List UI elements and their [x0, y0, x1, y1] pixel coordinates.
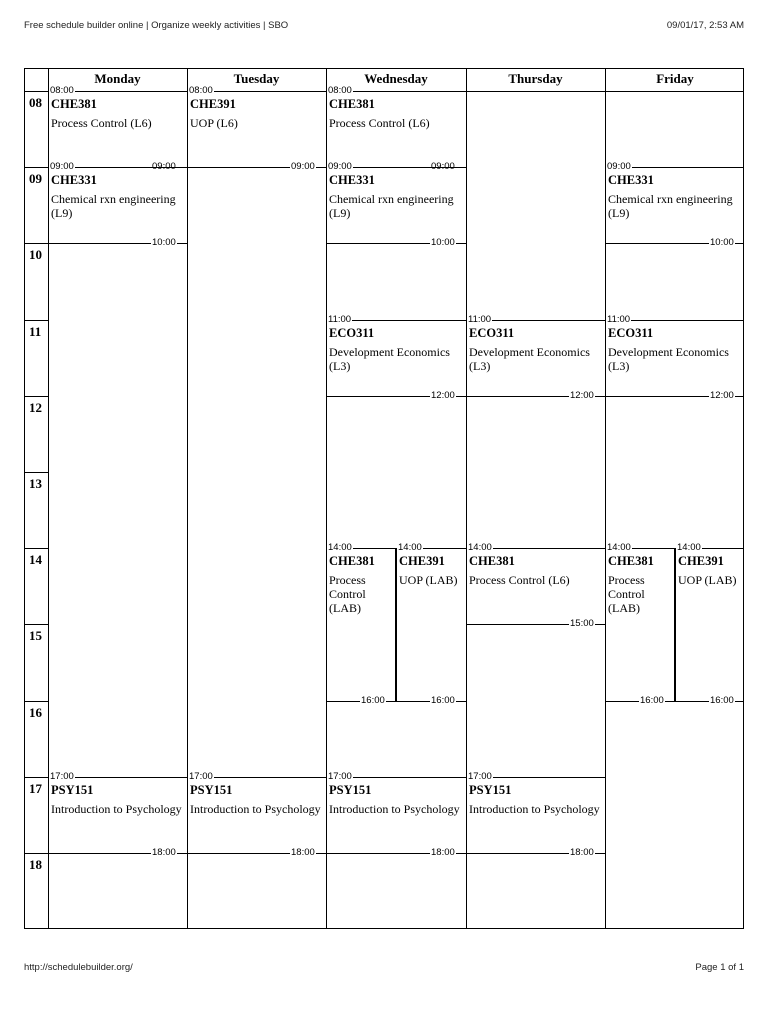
event-block[interactable]	[329, 783, 465, 851]
event-block[interactable]	[469, 326, 604, 394]
event-end-time: 12:00	[710, 389, 734, 401]
event-block[interactable]	[51, 97, 186, 165]
event-code: PSY151	[190, 782, 233, 797]
event-block[interactable]	[329, 326, 465, 394]
column-divider	[326, 69, 327, 928]
event-code: CHE391	[399, 554, 445, 569]
event-code: CHE381	[51, 97, 97, 111]
event-title: Development Economics (L3)	[608, 344, 729, 373]
event-title: Chemical rxn engineering (L9)	[608, 192, 733, 221]
hour-cell	[25, 396, 48, 473]
hour-label: 11	[29, 323, 42, 339]
event-end-time: 12:00	[431, 389, 455, 401]
event-code: PSY151	[329, 782, 372, 797]
event-block[interactable]	[608, 554, 674, 698]
split-divider	[674, 548, 676, 700]
hour-label: 08	[29, 95, 42, 110]
print-header-datetime: 09/01/17, 2:53 AM	[666, 20, 744, 31]
event-block[interactable]	[190, 783, 325, 851]
event-code: CHE381	[329, 97, 375, 111]
event-code: ECO311	[608, 325, 654, 340]
column-divider	[605, 69, 606, 928]
event-title: UOP (LAB)	[399, 573, 458, 588]
event-title: UOP (L6)	[190, 116, 238, 130]
hour-cell	[25, 624, 48, 701]
print-footer-page: Page 1 of 1	[695, 962, 744, 973]
event-title: Chemical rxn engineering (L9)	[329, 192, 454, 221]
corner-header	[25, 69, 48, 92]
event-title: Process Control (L6)	[51, 116, 152, 130]
hour-label: 16	[29, 704, 42, 720]
event-end-time: 16:00	[640, 694, 664, 706]
event-code: PSY151	[469, 782, 512, 797]
event-code: CHE381	[329, 554, 375, 569]
event-title: Process Control (L6)	[469, 573, 570, 588]
event-start-time: 14:00	[607, 542, 631, 554]
event-title: Chemical rxn engineering (L9)	[51, 192, 176, 221]
day-header-wednesday: Wednesday	[326, 69, 466, 92]
event-end-time: 10:00	[152, 237, 176, 249]
event-code: CHE331	[51, 173, 97, 188]
event-block[interactable]	[329, 173, 465, 241]
schedule-grid	[24, 68, 744, 929]
event-end-time: 12:00	[570, 389, 594, 401]
event-start-time: 11:00	[607, 313, 631, 325]
event-end-time: 10:00	[710, 237, 734, 249]
event-code: ECO311	[329, 325, 375, 340]
print-footer-url: http://schedulebuilder.org/	[24, 962, 133, 973]
event-block[interactable]	[51, 173, 186, 241]
event-start-time: 09:00	[328, 161, 352, 173]
event-code: PSY151	[51, 782, 94, 797]
day-header-monday: Monday	[48, 69, 187, 92]
event-code: CHE391	[190, 97, 236, 111]
event-start-time: 09:00	[50, 161, 74, 173]
day-header-thursday: Thursday	[466, 69, 605, 92]
hour-label: 09	[29, 171, 42, 187]
hour-cell	[25, 243, 48, 320]
event-end-time: 16:00	[710, 694, 734, 706]
event-start-time: 09:00	[607, 161, 631, 173]
event-end-time: 18:00	[152, 847, 176, 858]
event-start-time: 08:00	[189, 85, 213, 96]
event-start-time: 14:00	[677, 542, 701, 554]
event-end-time: 09:00	[291, 161, 315, 173]
event-code: CHE331	[329, 173, 375, 188]
event-title: UOP (LAB)	[678, 573, 737, 588]
hour-label: 17	[29, 780, 42, 796]
column-divider	[466, 69, 467, 928]
event-end-time: 18:00	[570, 847, 594, 858]
event-block[interactable]	[51, 783, 186, 851]
hour-cell	[25, 701, 48, 778]
event-block[interactable]	[399, 554, 465, 698]
event-title: Introduction to Psychology	[51, 801, 182, 816]
event-title: Process Control (L6)	[329, 116, 430, 130]
event-end-time: 10:00	[431, 237, 455, 249]
hour-cell	[25, 167, 48, 244]
event-block[interactable]	[678, 554, 744, 698]
event-code: CHE381	[469, 554, 515, 569]
event-end-time: 18:00	[431, 847, 455, 858]
hour-cell	[25, 853, 48, 929]
event-block[interactable]	[469, 554, 604, 622]
event-start-time: 17:00	[189, 770, 213, 782]
event-start-time: 17:00	[50, 770, 74, 782]
event-block[interactable]	[608, 173, 744, 241]
event-end-time: 16:00	[431, 694, 455, 706]
event-block[interactable]	[329, 97, 465, 165]
hour-cell	[25, 472, 48, 549]
event-start-time: 14:00	[398, 542, 422, 554]
event-start-time: 11:00	[468, 313, 492, 325]
event-start-time: 08:00	[328, 85, 352, 96]
event-block[interactable]	[190, 97, 325, 165]
event-title: Development Economics (L3)	[469, 344, 590, 373]
event-code: CHE391	[678, 554, 724, 569]
event-end-time: 16:00	[361, 694, 385, 706]
event-start-time: 08:00	[50, 85, 74, 96]
hour-label: 13	[29, 476, 42, 491]
event-start-time: 14:00	[328, 542, 352, 554]
event-code: ECO311	[469, 325, 515, 340]
hour-label: 14	[29, 552, 42, 568]
hour-cell	[25, 777, 48, 854]
event-title: Introduction to Psychology	[329, 801, 460, 816]
column-divider	[48, 69, 49, 928]
hour-label: 12	[29, 399, 42, 415]
day-header-friday: Friday	[605, 69, 744, 92]
event-block[interactable]	[608, 326, 744, 394]
hour-cell	[25, 320, 48, 397]
column-divider	[187, 69, 188, 928]
event-start-time: 11:00	[328, 313, 352, 325]
event-title: Development Economics (L3)	[329, 344, 450, 373]
event-title: Process Control (LAB)	[608, 573, 645, 616]
event-block[interactable]	[329, 554, 395, 698]
hour-cell	[25, 548, 48, 625]
event-block[interactable]	[469, 783, 604, 851]
hour-label: 18	[29, 857, 42, 872]
event-title: Process Control (LAB)	[329, 573, 366, 616]
event-start-time: 17:00	[468, 770, 492, 782]
event-start-time: 14:00	[468, 542, 492, 554]
split-divider	[395, 548, 397, 700]
hour-label: 10	[29, 247, 42, 263]
hour-cell	[25, 91, 48, 168]
print-header-title: Free schedule builder online | Organize weekly activities | SBO	[24, 20, 289, 31]
event-code: CHE381	[608, 554, 654, 569]
hour-label: 15	[29, 628, 42, 644]
event-end-time: 15:00	[570, 618, 594, 630]
event-code: CHE331	[608, 173, 654, 188]
day-header-tuesday: Tuesday	[187, 69, 326, 92]
event-end-time: 18:00	[291, 847, 315, 858]
event-title: Introduction to Psychology	[469, 801, 600, 816]
event-title: Introduction to Psychology	[190, 801, 321, 816]
event-start-time: 17:00	[328, 770, 352, 782]
